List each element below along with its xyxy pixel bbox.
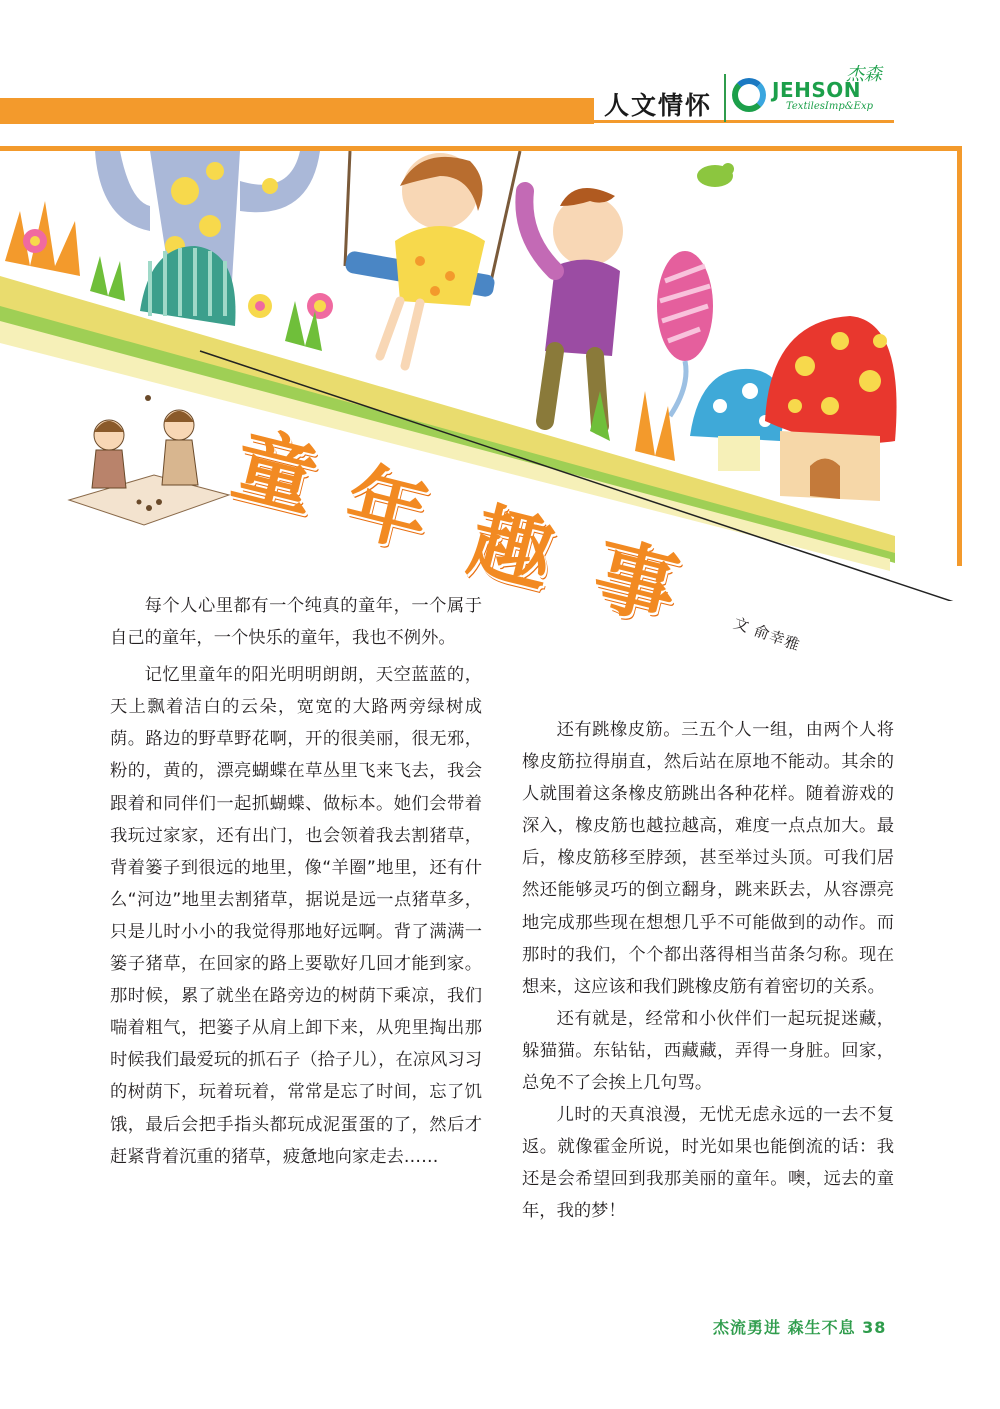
logo-ring-icon bbox=[732, 78, 766, 112]
byline: 文 俞幸雅 bbox=[731, 613, 803, 655]
title-char: 事 bbox=[584, 527, 687, 640]
jehson-logo bbox=[732, 60, 902, 120]
header-orange-bar bbox=[0, 98, 594, 124]
logo-chinese-name: 杰森 bbox=[846, 64, 882, 85]
header-separator bbox=[724, 74, 726, 122]
section-title: 人文情怀 bbox=[604, 91, 713, 120]
paragraph: 每个人心里都有一个纯真的童年，一个属于自己的童年，一个快乐的童年，我也不例外。 bbox=[110, 596, 482, 649]
footer-slogan: 杰流勇进 森生不息 bbox=[713, 1318, 856, 1337]
logo-subtitle: TextilesImp&Exp bbox=[786, 101, 873, 112]
article-left-column bbox=[110, 590, 482, 1173]
title-char: 年 bbox=[336, 453, 439, 566]
paragraph: 还有跳橡皮筋。三五个人一组，由两个人将橡皮筋拉得崩直，然后站在原地不能动。其余的人就围着这条橡皮筋跳出各种花样。随着游戏的深入，橡皮筋也越拉越高，难度一点点加大。最后，橡皮筋移至脖颈，甚至举过头顶。可我们居然还能够灵巧的倒立翻身，跳来跃去，从容漂亮地完成那些现在想想几乎不可能做到的动作。而那时的我们，个个都出落得相当苗条匀称。现在想来，这应该和我们跳橡皮筋有着密切的关系。 bbox=[522, 720, 894, 997]
page-footer bbox=[713, 1315, 886, 1338]
kids-playing-sketch bbox=[64, 390, 234, 530]
article-right-column bbox=[522, 714, 894, 1228]
banner-frame-right bbox=[957, 146, 962, 566]
paragraph: 还有就是，经常和小伙伴们一起玩捉迷藏，躲猫猫。东钻钻，西藏藏，弄得一身脏。回家，总免不了会挨上几句骂。 bbox=[522, 1008, 894, 1094]
paragraph: 儿时的天真浪漫，无忧无虑永远的一去不复返。就像霍金所说，时光如果也能倒流的话：我还是会希望回到我那美丽的童年。噢，远去的童年，我的梦！ bbox=[522, 1105, 894, 1222]
title-char: 童 bbox=[224, 417, 327, 530]
page-number: 38 bbox=[862, 1318, 887, 1337]
title-char: 趣 bbox=[460, 493, 563, 606]
logo-name: JEHSON bbox=[772, 78, 861, 102]
paragraph: 记忆里童年的阳光明明朗朗，天空蓝蓝的，天上飘着洁白的云朵，宽宽的大路两旁绿树成荫。路边的野草野花啊，开的很美丽，很无邪，粉的，黄的，漂亮蝴蝶在草丛里飞来飞去，我会跟着和同伴们一起抓蝴蝶、做标本。她们会带着我玩过家家，还有出门，也会领着我去割猪草，背着篓子到很远的地里，像“羊圈”地里，还有什么“河边”地里去割猪草，据说是远一点猪草多，只是儿时小小的我觉得那地好远啊。背了满满一篓子猪草，在回家的路上要歇好几回才能到家。那时候，累了就坐在路旁边的树荫下乘凉，我们喘着粗气，把篓子从肩上卸下来，从兜里掏出那时候我们最爱玩的抓石子（拾子儿），在凉风习习的树荫下，玩着玩着，常常是忘了时间，忘了饥饿，最后会把手指头都玩成泥蛋蛋的了，然后才赶紧背着沉重的猪草，疲惫地向家走去…… bbox=[110, 665, 482, 1167]
